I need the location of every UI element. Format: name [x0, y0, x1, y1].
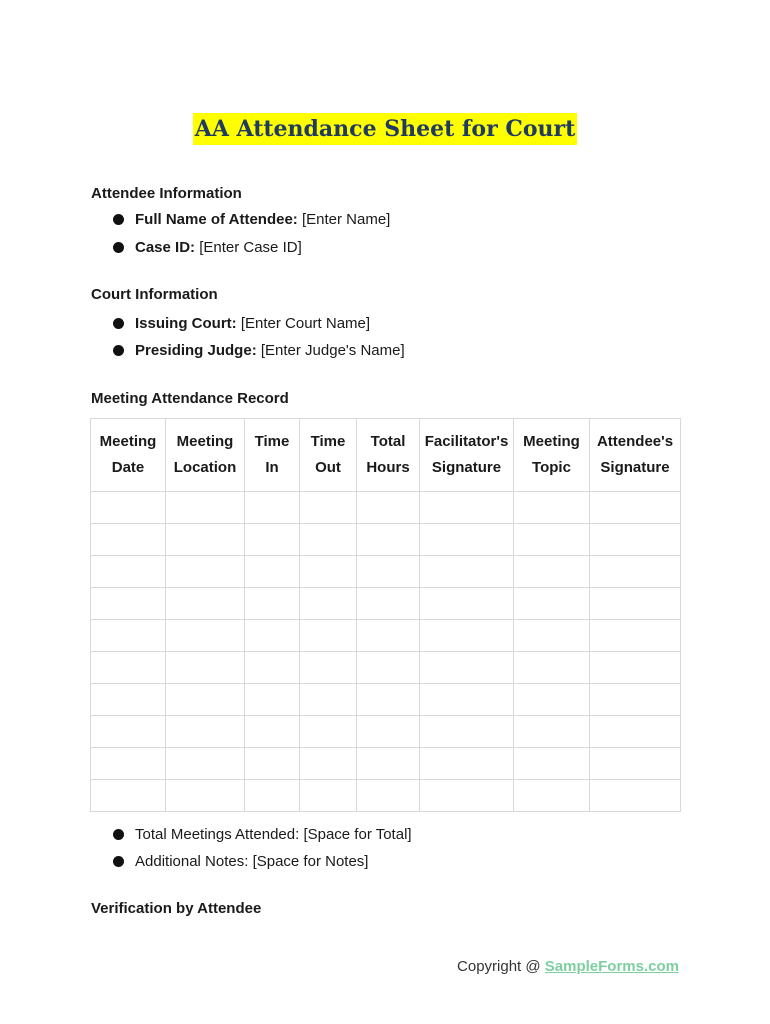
table-row	[91, 588, 681, 620]
bullet-icon	[113, 856, 124, 867]
column-header: Attendee's Signature	[590, 419, 681, 492]
attendee-name-label: Full Name of Attendee:	[135, 211, 298, 228]
table-cell[interactable]	[420, 716, 514, 748]
table-cell[interactable]	[91, 652, 166, 684]
table-cell[interactable]	[166, 620, 245, 652]
table-cell[interactable]	[357, 556, 420, 588]
table-cell[interactable]	[420, 652, 514, 684]
bullet-icon	[113, 318, 124, 329]
table-cell[interactable]	[91, 524, 166, 556]
copyright-prefix: Copyright @	[457, 958, 545, 975]
additional-notes-text: Additional Notes: [Space for Notes]	[135, 853, 369, 870]
table-cell[interactable]	[514, 620, 590, 652]
table-cell[interactable]	[357, 748, 420, 780]
table-row	[91, 652, 681, 684]
table-cell[interactable]	[91, 492, 166, 524]
table-row	[91, 524, 681, 556]
column-header: Time Out	[300, 419, 357, 492]
table-cell[interactable]	[245, 492, 300, 524]
table-row	[91, 556, 681, 588]
table-cell[interactable]	[91, 684, 166, 716]
bullet-icon	[113, 214, 124, 225]
table-cell[interactable]	[166, 556, 245, 588]
table-row	[91, 748, 681, 780]
table-cell[interactable]	[300, 748, 357, 780]
table-cell[interactable]	[514, 716, 590, 748]
table-cell[interactable]	[590, 748, 681, 780]
column-header: Meeting Location	[166, 419, 245, 492]
table-cell[interactable]	[590, 556, 681, 588]
total-meetings-text: Total Meetings Attended: [Space for Total]	[135, 826, 412, 843]
column-header: Meeting Date	[91, 419, 166, 492]
table-cell[interactable]	[420, 588, 514, 620]
total-meetings-item	[113, 826, 412, 844]
page-title: AA Attendance Sheet for Court	[193, 113, 578, 145]
verification-heading: Verification by Attendee	[91, 900, 262, 917]
table-cell[interactable]	[245, 780, 300, 812]
table-row	[91, 684, 681, 716]
bullet-icon	[113, 345, 124, 356]
case-id-value: [Enter Case ID]	[195, 239, 302, 256]
table-cell[interactable]	[590, 652, 681, 684]
table-row	[91, 780, 681, 812]
table-row	[91, 492, 681, 524]
table-cell[interactable]	[166, 748, 245, 780]
table-cell[interactable]	[420, 556, 514, 588]
case-id-item	[113, 239, 302, 257]
table-cell[interactable]	[245, 556, 300, 588]
table-cell[interactable]	[590, 588, 681, 620]
table-cell[interactable]	[300, 524, 357, 556]
table-cell[interactable]	[357, 684, 420, 716]
table-cell[interactable]	[300, 780, 357, 812]
table-cell[interactable]	[300, 588, 357, 620]
bullet-icon	[113, 242, 124, 253]
table-cell[interactable]	[91, 748, 166, 780]
table-cell[interactable]	[357, 652, 420, 684]
case-id-label: Case ID:	[135, 239, 196, 256]
table-cell[interactable]	[245, 652, 300, 684]
table-body	[91, 492, 681, 812]
presiding-judge-label: Presiding Judge:	[135, 342, 257, 359]
table-cell[interactable]	[590, 684, 681, 716]
table-cell[interactable]	[300, 492, 357, 524]
column-header: Time In	[245, 419, 300, 492]
table-cell[interactable]	[166, 780, 245, 812]
table-cell[interactable]	[245, 588, 300, 620]
table-header-row	[91, 419, 681, 492]
table-cell[interactable]	[245, 716, 300, 748]
table-cell[interactable]	[357, 780, 420, 812]
table-cell[interactable]	[357, 588, 420, 620]
bullet-icon	[113, 829, 124, 840]
table-cell[interactable]	[590, 492, 681, 524]
table-cell[interactable]	[300, 652, 357, 684]
table-cell[interactable]	[166, 652, 245, 684]
table-cell[interactable]	[166, 588, 245, 620]
table-cell[interactable]	[245, 524, 300, 556]
table-cell[interactable]	[300, 620, 357, 652]
table-cell[interactable]	[245, 684, 300, 716]
table-cell[interactable]	[166, 684, 245, 716]
title-container	[0, 113, 770, 145]
table-cell[interactable]	[245, 620, 300, 652]
column-header: Meeting Topic	[514, 419, 590, 492]
copyright-footer	[457, 958, 679, 975]
meeting-record-heading: Meeting Attendance Record	[91, 390, 289, 407]
column-header: Total Hours	[357, 419, 420, 492]
table-cell[interactable]	[514, 556, 590, 588]
attendee-info-heading: Attendee Information	[91, 185, 242, 202]
table-cell[interactable]	[590, 780, 681, 812]
court-info-heading: Court Information	[91, 286, 218, 303]
table-cell[interactable]	[514, 524, 590, 556]
presiding-judge-value: [Enter Judge's Name]	[256, 342, 405, 359]
table-cell[interactable]	[420, 684, 514, 716]
table-cell[interactable]	[590, 620, 681, 652]
table-cell[interactable]	[300, 556, 357, 588]
table-cell[interactable]	[420, 492, 514, 524]
table-cell[interactable]	[300, 716, 357, 748]
table-row	[91, 620, 681, 652]
table-cell[interactable]	[300, 684, 357, 716]
table-cell[interactable]	[514, 652, 590, 684]
table-cell[interactable]	[166, 524, 245, 556]
table-cell[interactable]	[420, 780, 514, 812]
table-cell[interactable]	[420, 620, 514, 652]
table-cell[interactable]	[420, 524, 514, 556]
column-header: Facilitator's Signature	[420, 419, 514, 492]
table-cell[interactable]	[420, 748, 514, 780]
table-cell[interactable]	[91, 588, 166, 620]
table-cell[interactable]	[166, 716, 245, 748]
table-cell[interactable]	[91, 620, 166, 652]
table-cell[interactable]	[91, 780, 166, 812]
meeting-attendance-table	[90, 418, 681, 812]
table-row	[91, 716, 681, 748]
table-cell[interactable]	[357, 620, 420, 652]
table-cell[interactable]	[514, 684, 590, 716]
issuing-court-value: [Enter Court Name]	[236, 315, 371, 332]
table-cell[interactable]	[357, 524, 420, 556]
issuing-court-item	[113, 315, 370, 333]
table-cell[interactable]	[514, 492, 590, 524]
table-cell[interactable]	[357, 492, 420, 524]
attendee-name-item	[113, 211, 390, 229]
table-cell[interactable]	[590, 716, 681, 748]
table-cell[interactable]	[514, 588, 590, 620]
table-cell[interactable]	[166, 492, 245, 524]
additional-notes-item	[113, 853, 368, 871]
table-cell[interactable]	[514, 748, 590, 780]
issuing-court-label: Issuing Court:	[135, 315, 237, 332]
attendee-name-value: [Enter Name]	[297, 211, 391, 228]
presiding-judge-item	[113, 342, 405, 360]
table-cell[interactable]	[590, 524, 681, 556]
table-cell[interactable]	[245, 748, 300, 780]
table-cell[interactable]	[91, 556, 166, 588]
table-cell[interactable]	[357, 716, 420, 748]
table-cell[interactable]	[514, 780, 590, 812]
sampleforms-link[interactable]: SampleForms.com	[544, 958, 679, 975]
table-cell[interactable]	[91, 716, 166, 748]
